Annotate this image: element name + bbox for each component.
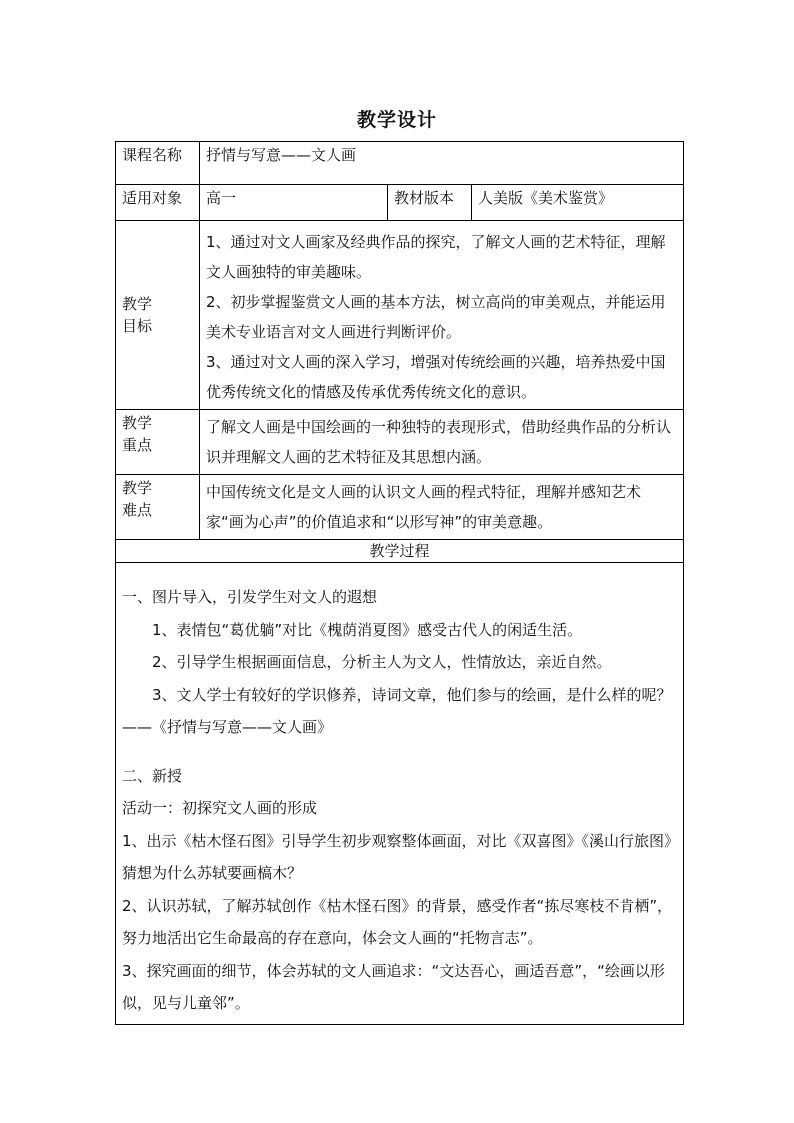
goal-item: 2、初步掌握鉴赏文人画的基本方法，树立高尚的审美观点，并能运用美术专业语言对文人画进行判断评价。 (206, 293, 666, 341)
process-header-row (116, 540, 684, 563)
course-name-value: 抒情与写意——文人画 (200, 142, 684, 185)
audience-row (116, 185, 684, 221)
process-header: 教学过程 (116, 540, 684, 563)
course-name-row (116, 142, 684, 185)
process-activity1: 活动一：初探究文人画的形成 (122, 799, 318, 817)
difficulty-content (200, 475, 684, 540)
process-section1-title: 一、图片导入，引发学生对文人的遐想 (122, 588, 378, 606)
focus-label-line2: 重点 (122, 436, 153, 454)
spacer (122, 744, 677, 760)
audience-label: 适用对象 (116, 185, 200, 221)
focus-text: 了解文人画是中国绘画的一种独特的表现形式，借助经典作品的分析认识并理解文人画的艺术特征及其思想内涵。 (206, 418, 672, 466)
edition-label: 教材版本 (388, 185, 472, 221)
process-item: 3、探究画面的细节，体会苏轼的文人画追求：“文达吾心，画适吾意”，“绘画以形似，见与儿童邻”。 (122, 961, 665, 1012)
lesson-plan-table (115, 141, 684, 1025)
process-item: 2、认识苏轼，了解苏轼创作《枯木怪石图》的背景，感受作者“拣尽寒枝不肯栖”，努力地活出它生命最高的存在意向，体会文人画的“托物言志”。 (122, 896, 673, 947)
goals-label-line2: 目标 (122, 317, 153, 335)
process-section2-title: 二、新授 (122, 766, 183, 785)
process-item: 2、引导学生根据画面信息，分析主人为文人，性情放达，亲近自然。 (152, 653, 612, 671)
difficulty-label-line2: 难点 (122, 501, 153, 519)
goals-label (116, 221, 200, 410)
process-row (116, 563, 684, 1025)
focus-content (200, 410, 684, 475)
course-name-label: 课程名称 (116, 142, 200, 185)
difficulty-text: 中国传统文化是文人画的认识文人画的程式特征，理解并感知艺术家“画为心声”的价值追求和“以形写神”的审美意趣。 (206, 483, 642, 531)
difficulty-label-line1: 教学 (122, 479, 153, 497)
audience-value: 高一 (200, 185, 388, 221)
process-item: 1、出示《枯木怪石图》引导学生初步观察整体画面，对比《双喜图》《溪山行旅图》猜想为什么苏轼要画槁木？ (122, 831, 672, 882)
difficulty-row (116, 475, 684, 540)
goals-content (200, 221, 684, 410)
process-section1-tail: ——《抒情与写意——文人画》 (122, 718, 333, 736)
goals-row (116, 221, 684, 410)
difficulty-label (116, 475, 200, 540)
goal-item: 3、通过对文人画的深入学习，增强对传统绘画的兴趣，培养热爱中国优秀传统文化的情感及传承优秀传统文化的意识。 (206, 353, 666, 401)
process-content (116, 563, 684, 1025)
edition-value: 人美版《美术鉴赏》 (472, 185, 684, 221)
process-item: 1、表情包“葛优躺”对比《槐荫消夏图》感受古代人的闲适生活。 (152, 620, 583, 639)
focus-label (116, 410, 200, 475)
document-title: 教学设计 (356, 109, 437, 131)
goals-label-line1: 教学 (122, 295, 153, 313)
goal-item: 1、通过对文人画家及经典作品的探究，了解文人画的艺术特征，理解文人画独特的审美趣味。 (206, 233, 666, 281)
focus-row (116, 410, 684, 475)
focus-label-line1: 教学 (122, 414, 153, 432)
process-item: 3、文人学士有较好的学识修养，诗词文章，他们参与的绘画，是什么样的呢？ (152, 685, 672, 704)
